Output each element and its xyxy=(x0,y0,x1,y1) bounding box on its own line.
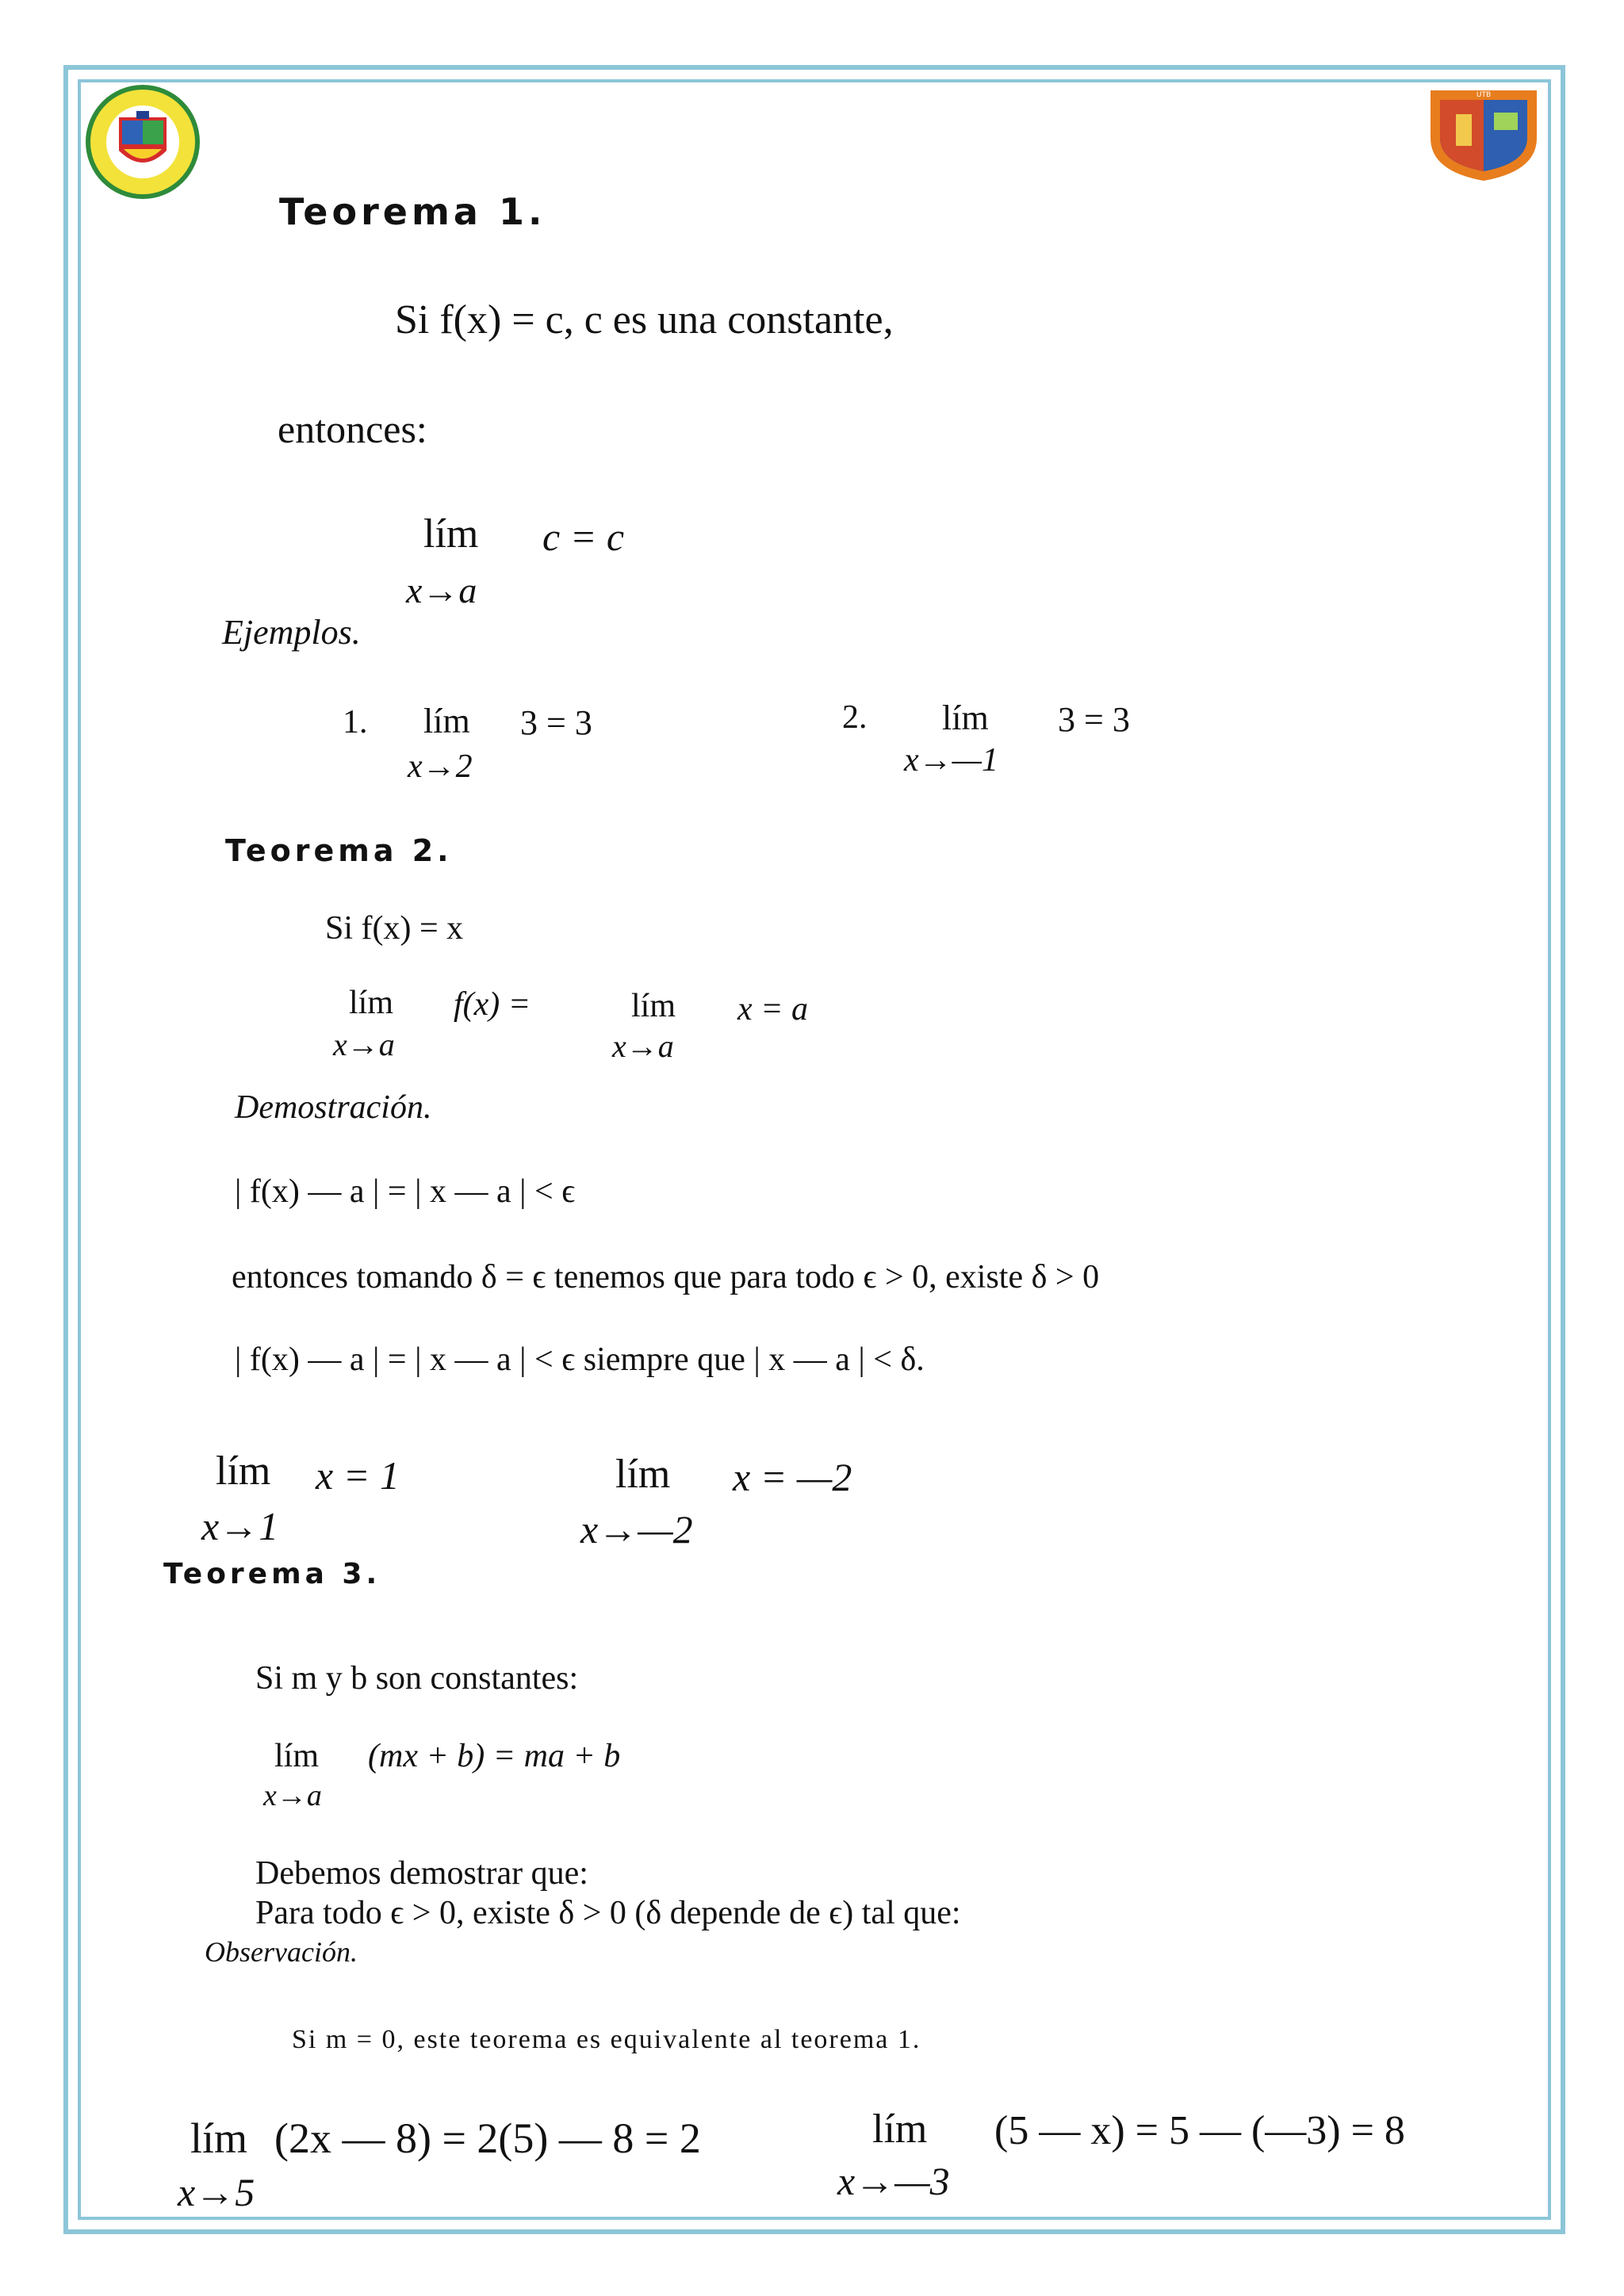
theorem-1-lim: lím xyxy=(423,511,479,557)
theorem-2-sub-2: x→a xyxy=(612,1028,674,1064)
example-2-expr: 3 = 3 xyxy=(1058,700,1130,739)
theorem-2-sub-1: x→a xyxy=(333,1027,395,1062)
theorem-3-heading: Teorema 3. xyxy=(163,1558,381,1590)
proof-line-2: entonces tomando δ = ϵ tenemos que para todo ϵ > 0, existe δ > 0 xyxy=(232,1259,1100,1295)
theorem-3-example-2-expr: (5 — x) = 5 — (—3) = 8 xyxy=(994,2108,1405,2153)
theorem-3-example-2-sub: x→—3 xyxy=(837,2159,950,2203)
example-2-lim: lím xyxy=(942,698,989,737)
theorem-2-example-1-expr: x = 1 xyxy=(316,1453,400,1498)
example-2-number: 2. xyxy=(842,699,868,736)
theorem-3-lim: lím xyxy=(274,1738,320,1774)
for-all-epsilon-text: Para todo ϵ > 0, existe δ > 0 (δ depende de ϵ) tal que: xyxy=(255,1895,961,1931)
note-text: Si m = 0, este teorema es equivalente al teorema 1. xyxy=(292,2025,921,2054)
example-1-number: 1. xyxy=(343,704,368,740)
theorem-2-lim-1: lím xyxy=(349,985,394,1021)
theorem-2-expr-1: f(x) = xyxy=(454,986,531,1023)
theorem-1-expr: c = c xyxy=(542,515,625,559)
theorem-3-example-2-lim: lím xyxy=(872,2107,928,2152)
theorem-2-lim-2: lím xyxy=(631,988,676,1024)
theorem-3-example-1-sub: x→5 xyxy=(178,2170,255,2214)
theorem-3-sub: x→a xyxy=(263,1779,322,1812)
proof-line-3: | f(x) — a | = | x — a | < ϵ siempre que | x — a | < δ. xyxy=(235,1341,925,1378)
example-1-lim: lím xyxy=(423,702,470,740)
theorem-2-example-2-lim: lím xyxy=(615,1452,671,1497)
theorem-3-example-1-lim: lím xyxy=(190,2114,248,2162)
must-prove-text: Debemos demostrar que: xyxy=(255,1855,588,1892)
theorem-2-heading: Teorema 2. xyxy=(225,833,453,868)
theorem-1-sub: x→a xyxy=(406,570,477,610)
theorem-2-example-2-sub: x→—2 xyxy=(580,1507,693,1552)
example-2-sub: x→—1 xyxy=(904,742,998,779)
theorem-3-example-1-expr: (2x — 8) = 2(5) — 8 = 2 xyxy=(274,2114,701,2162)
theorem-2-expr-2: x = a xyxy=(737,991,808,1027)
theorem-1-heading: Teorema 1. xyxy=(279,190,546,233)
examples-label: Ejemplos. xyxy=(222,613,361,652)
university-seal-logo xyxy=(82,82,203,201)
example-1-expr: 3 = 3 xyxy=(520,703,592,742)
theorem-3-hypothesis: Si m y b son constantes: xyxy=(255,1660,579,1697)
theorem-2-example-1-sub: x→1 xyxy=(201,1504,279,1548)
theorem-3-expr: (mx + b) = ma + b xyxy=(368,1738,621,1774)
theorem-2-example-2-expr: x = —2 xyxy=(733,1455,852,1499)
theorem-1-then: entonces: xyxy=(278,407,427,451)
faculty-shield-logo xyxy=(1424,82,1543,184)
note-label: Observación. xyxy=(205,1936,358,1968)
proof-label: Demostración. xyxy=(235,1089,432,1126)
theorem-2-hypothesis: Si f(x) = x xyxy=(325,910,464,947)
theorem-2-example-1-lim: lím xyxy=(216,1448,271,1494)
theorem-1-hypothesis: Si f(x) = c, c es una constante, xyxy=(395,297,894,342)
example-1-sub: x→2 xyxy=(408,748,473,785)
utb-mark-text: UTB xyxy=(1476,91,1492,99)
proof-line-1: | f(x) — a | = | x — a | < ϵ xyxy=(235,1173,576,1210)
